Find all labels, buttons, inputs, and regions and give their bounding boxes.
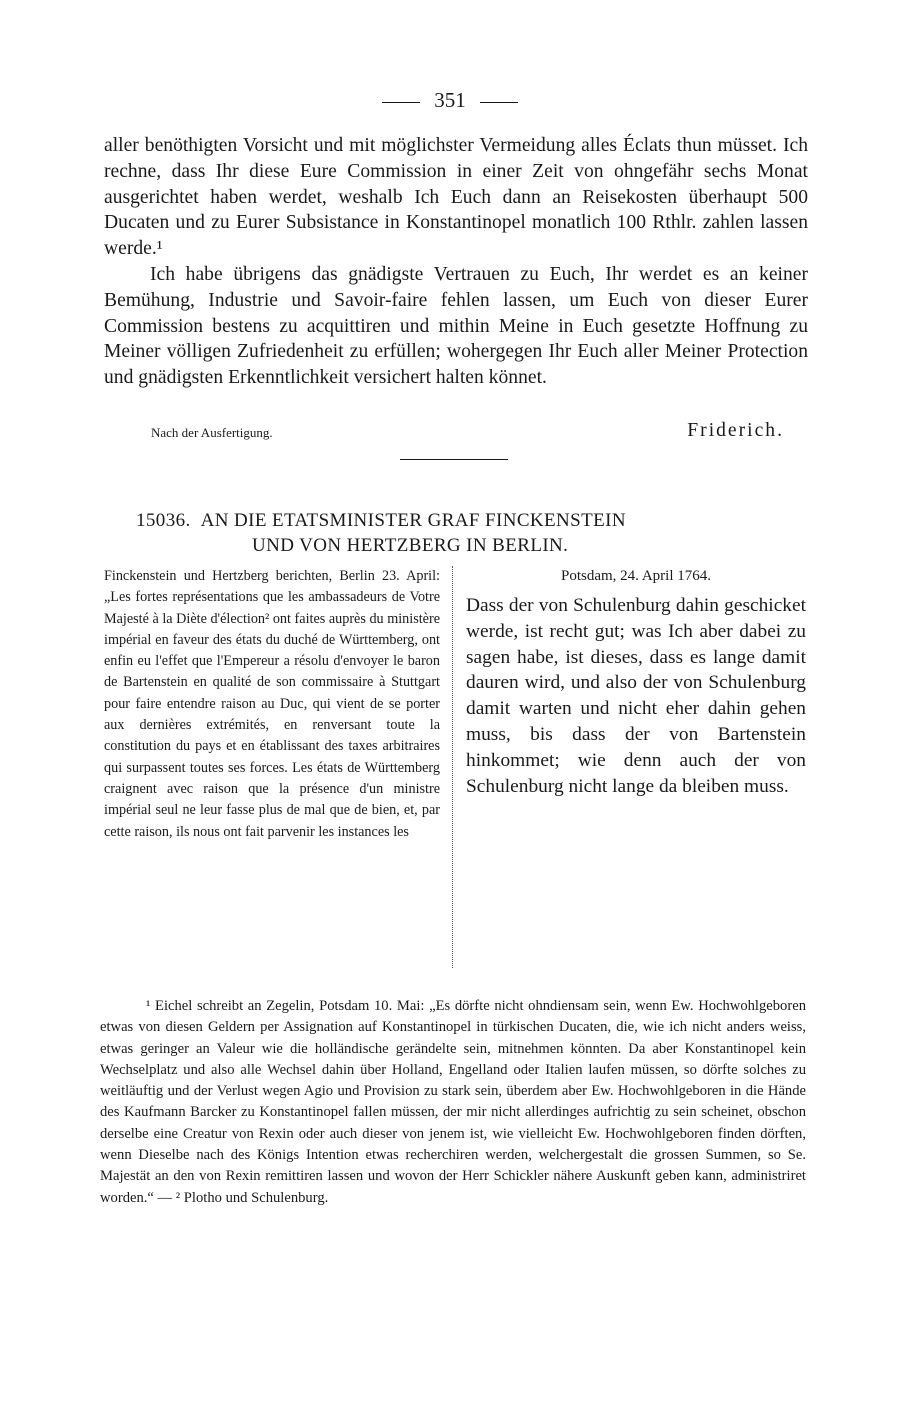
footnote-text: ¹ Eichel schreibt an Zegelin, Potsdam 10. Mai: „Es dörfte nicht ohndiensam sein, wenn Ew. Hochwohlgeboren etwas von diesen Geldern per Assignation auf Konstantinopel in türkischen Ducaten, die, wie ich nicht anders weiss, etwas geringer an Valeur wie die holländische gerändelte sein, mitnehmen könnten. Da aber Konstantinopel kein Wechselplatz und also alle Wechsel dahin über Holland, Engelland oder Italien laufen müssen, so dörfte solches zu weitläuftig und der Verlust wegen Agio und Provision zu stark sein, überdem aber Ew. Hochwohlgeboren in die Hände des Kaufmann Barcker zu Konstantinopel fallen müssen, der mir nicht allerdinges aufrichtig zu sein scheinet, obschon derselbe eine Creatur von Rexin oder auch dieser von jenem ist, wie vielleicht Ew. Hochwohlgeboren finden dörften, wenn Dieselbe nach des Königs Intention etwas recherchiren werden, welchergestalt die grossen Summen, so Se. Majestät an den von Rexin remittiren lassen und wovon der Herr Schickler nähere Auskunft geben kann, administriret worden.“ — ² Plotho und Schulenburg. xyxy=(100,998,806,1206)
column-divider xyxy=(452,566,453,968)
document-heading xyxy=(104,508,808,558)
document-title-line-2: UND VON HERTZBERG IN BERLIN. xyxy=(252,535,569,556)
report-summary-text: Finckenstein und Hertzberg berichten, Berlin 23. April: „Les fortes représentations que les ambassadeurs de Votre Majesté à la Diète d'élection² ont faites auprès du ministère impérial en faveur des états du duché de Württemberg, ont enfin eu l'effet que l'Empereur a résolu d'envoyer le baron de Bartenstein en qualité de son commissaire à Stuttgart pour faire entendre raison au Duc, qui vient de se porter aux dernières extrémités, en renversant toute la constitution du pays et en établissant des taxes arbitraires qui surpassent toutes ses forces. Les états de Württemberg craignent avec raison que la présence d'un ministre impérial seul ne leur fasse plus de mal que de bien, et, par cette raison, ils nous ont fait parvenir les instances les xyxy=(104,568,440,840)
source-note: Nach der Ausfertigung. xyxy=(151,425,273,440)
letter-body xyxy=(104,133,808,391)
page-number-dash-left xyxy=(382,102,420,103)
letter-paragraph-1: aller benöthigten Vorsicht und mit möglichster Vermeidung alles Éclats thun müsset. Ich rechne, dass Ihr diese Eure Commission in einer Zeit von ohngefähr sechs Monat ausgerichtet haben werdet, weshalb Ich Euch dann an Reisekosten überhaupt 500 Ducaten und zu Eurer Subsistance in Konstantinopel monatlich 100 Rthlr. zahlen lassen werde.¹ xyxy=(104,135,808,260)
page-number xyxy=(0,88,900,113)
reply-text: Dass der von Schulenburg dahin geschicket werde, ist recht gut; was Ich aber dabei zu sagen habe, ist dieses, dass es lange damit dauren wird, und also der von Schulenburg damit warten und nicht eher dahin gehen muss, bis dass der von Bartenstein hinkommet; wie denn auch der von Schulenburg nicht lange da bleiben muss. xyxy=(466,595,806,797)
reply-column xyxy=(466,566,806,799)
signature: Friderich. xyxy=(687,420,784,441)
section-divider xyxy=(400,459,508,460)
letter-paragraph-2: Ich habe übrigens das gnädigste Vertrauen zu Euch, Ihr werdet es an keiner Bemühung, Industrie und Savoir-faire fehlen lassen, um Euch von dieser Eurer Commission bestens zu acquittiren und mithin Meine in Euch gesetzte Hoffnung zu Meiner völligen Zufriedenheit zu erfüllen; wohergegen Ihr Euch aller Meiner Protection und gnädigsten Erkenntlichkeit versichert halten könnet. xyxy=(104,263,808,389)
document-number: 15036. xyxy=(136,510,191,531)
footnotes xyxy=(100,996,806,1209)
reply-date-line: Potsdam, 24. April 1764. xyxy=(560,568,711,584)
page-number-dash-right xyxy=(480,102,518,103)
document-heading-line-1 xyxy=(104,508,808,533)
page-number-text: 351 xyxy=(434,88,466,112)
letter-closing xyxy=(104,420,808,446)
report-summary-column xyxy=(104,566,440,843)
document-title-line-1: AN DIE ETATSMINISTER GRAF FINCKENSTEIN xyxy=(200,510,626,531)
